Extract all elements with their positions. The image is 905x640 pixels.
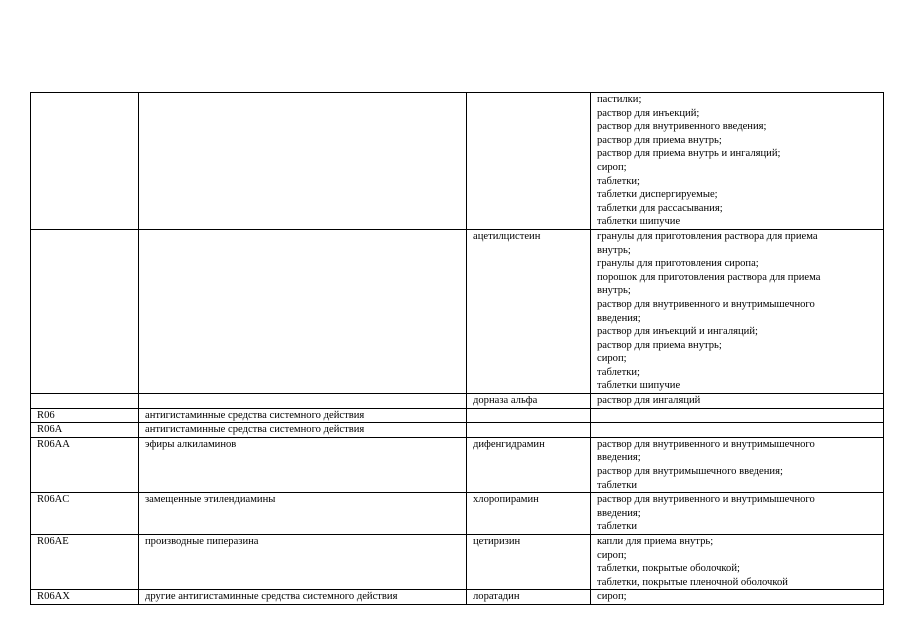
dosage-form-line [597,409,883,423]
dosage-form-line: таблетки [597,521,638,533]
pharmacological-group-cell-text [145,230,466,244]
dosage-form-line: раствор для внутривенного и внутримышечного [597,438,815,450]
atc-code-cell [31,394,139,409]
pharmacological-group-cell-text: антигистаминные средства системного действия [145,409,365,421]
dosage-form-line: внутрь; [597,285,631,297]
dosage-form-line: раствор для инъекций и ингаляций; [597,326,758,338]
atc-code-cell-text: R06AA [37,438,70,450]
dosage-form-line: таблетки, покрытые оболочкой; [597,563,740,575]
dosage-form-line: пастилки; [597,94,642,105]
dosage-form-line [597,423,883,437]
dosage-form-line: раствор для ингаляций [597,395,701,407]
dosage-forms-cell [591,93,884,230]
atc-code-cell [31,423,139,438]
dosage-form-line: таблетки шипучие [597,216,681,228]
atc-code-cell-text: R06AE [37,536,69,547]
pharmacological-group-cell-text: другие антигистаминные средства системного действия [145,591,398,603]
drug-name-cell [467,535,591,590]
atc-code-cell [31,437,139,492]
drug-name-cell-text: дифенгидрамин [473,438,545,450]
dosage-form-line: капли для приема внутрь; [597,536,714,547]
atc-code-cell [31,408,139,423]
drug-name-cell [467,93,591,230]
pharmacological-group-cell [139,229,467,393]
atc-code-cell-text: R06AC [37,494,70,506]
pharmacological-group-cell [139,423,467,438]
dosage-form-line: таблетки для рассасывания; [597,202,723,214]
pharmacological-group-cell-text [145,394,466,408]
table-row [31,229,884,393]
dosage-form-line: введения; [597,452,641,464]
dosage-forms-cell [591,535,884,590]
pharmacological-group-cell-text: эфиры алкиламинов [145,438,237,450]
dosage-form-line: таблетки шипучие [597,380,681,392]
atc-code-cell-text: R06 [37,409,55,421]
atc-code-cell [31,590,139,605]
dosage-form-line: раствор для приема внутрь и ингаляций; [597,148,781,160]
dosage-form-line: таблетки; [597,366,640,378]
atc-code-cell [31,493,139,535]
table-row [31,408,884,423]
pharmacological-group-cell-text: производные пиперазина [145,536,259,547]
drug-name-cell [467,423,591,438]
dosage-form-line: гранулы для приготовления сиропа; [597,258,759,270]
drug-name-cell-text: дорназа альфа [473,395,538,407]
table-body [31,93,884,605]
table-row [31,394,884,409]
table-row [31,423,884,438]
pharmacological-group-cell-text [145,93,466,107]
pharmacological-group-cell [139,408,467,423]
drug-name-cell [467,394,591,409]
dosage-form-line: раствор для инъекций; [597,107,700,119]
dosage-form-line: гранулы для приготовления раствора для приема [597,230,818,242]
dosage-form-line: сироп; [597,591,627,603]
dosage-forms-cell [591,437,884,492]
dosage-forms-cell [591,394,884,409]
table-row [31,93,884,230]
dosage-forms-cell [591,493,884,535]
atc-code-cell [31,229,139,393]
dosage-forms-cell [591,408,884,423]
dosage-form-line: раствор для внутривенного и внутримышечного [597,298,815,310]
dosage-form-line: сироп; [597,353,627,365]
dosage-form-line: порошок для приготовления раствора для приема [597,271,821,283]
pharmacological-group-cell [139,535,467,590]
drug-name-cell-text [473,409,590,423]
dosage-form-line: раствор для внутривенного и внутримышечного [597,494,815,506]
table-row [31,590,884,605]
drug-name-cell [467,493,591,535]
atc-code-cell [31,93,139,230]
drug-name-cell-text: хлоропирамин [473,494,539,506]
atc-code-cell-text: R06AX [37,591,70,603]
pharmacological-group-cell [139,437,467,492]
drug-name-cell [467,229,591,393]
drug-name-cell-text [473,93,590,107]
dosage-forms-cell [591,423,884,438]
drug-list-table [30,92,884,605]
table-row [31,437,884,492]
pharmacological-group-cell [139,590,467,605]
atc-code-cell-text [37,230,138,244]
drug-name-cell [467,437,591,492]
table-row [31,493,884,535]
dosage-form-line: раствор для внутривенного введения; [597,121,767,133]
pharmacological-group-cell [139,394,467,409]
dosage-form-line: сироп; [597,161,627,173]
pharmacological-group-cell-text: замещенные этилендиамины [145,494,276,506]
drug-name-cell-text [473,423,590,437]
dosage-form-line: таблетки [597,479,638,491]
dosage-form-line: раствор для приема внутрь; [597,134,722,146]
drug-name-cell-text: ацетилцистеин [473,230,541,242]
pharmacological-group-cell-text: антигистаминные средства системного действия [145,424,365,436]
dosage-forms-cell [591,229,884,393]
drug-name-cell [467,590,591,605]
drug-name-cell-text: лоратадин [473,591,520,603]
dosage-form-line: раствор для приема внутрь; [597,339,722,351]
atc-code-cell-text [37,93,138,107]
drug-name-cell [467,408,591,423]
dosage-forms-cell [591,590,884,605]
atc-code-cell [31,535,139,590]
dosage-form-line: таблетки; [597,175,640,187]
dosage-form-line: введения; [597,507,641,519]
dosage-form-line: таблетки, покрытые пленочной оболочкой [597,576,788,588]
pharmacological-group-cell [139,493,467,535]
drug-name-cell-text: цетиризин [473,536,521,547]
pharmacological-group-cell [139,93,467,230]
atc-code-cell-text [37,394,138,408]
dosage-form-line: сироп; [597,549,627,561]
dosage-form-line: внутрь; [597,244,631,256]
dosage-form-line: введения; [597,312,641,324]
atc-code-cell-text: R06A [37,424,63,436]
table-row [31,535,884,590]
dosage-form-line: таблетки диспергируемые; [597,189,718,201]
dosage-form-line: раствор для внутримышечного введения; [597,466,783,478]
